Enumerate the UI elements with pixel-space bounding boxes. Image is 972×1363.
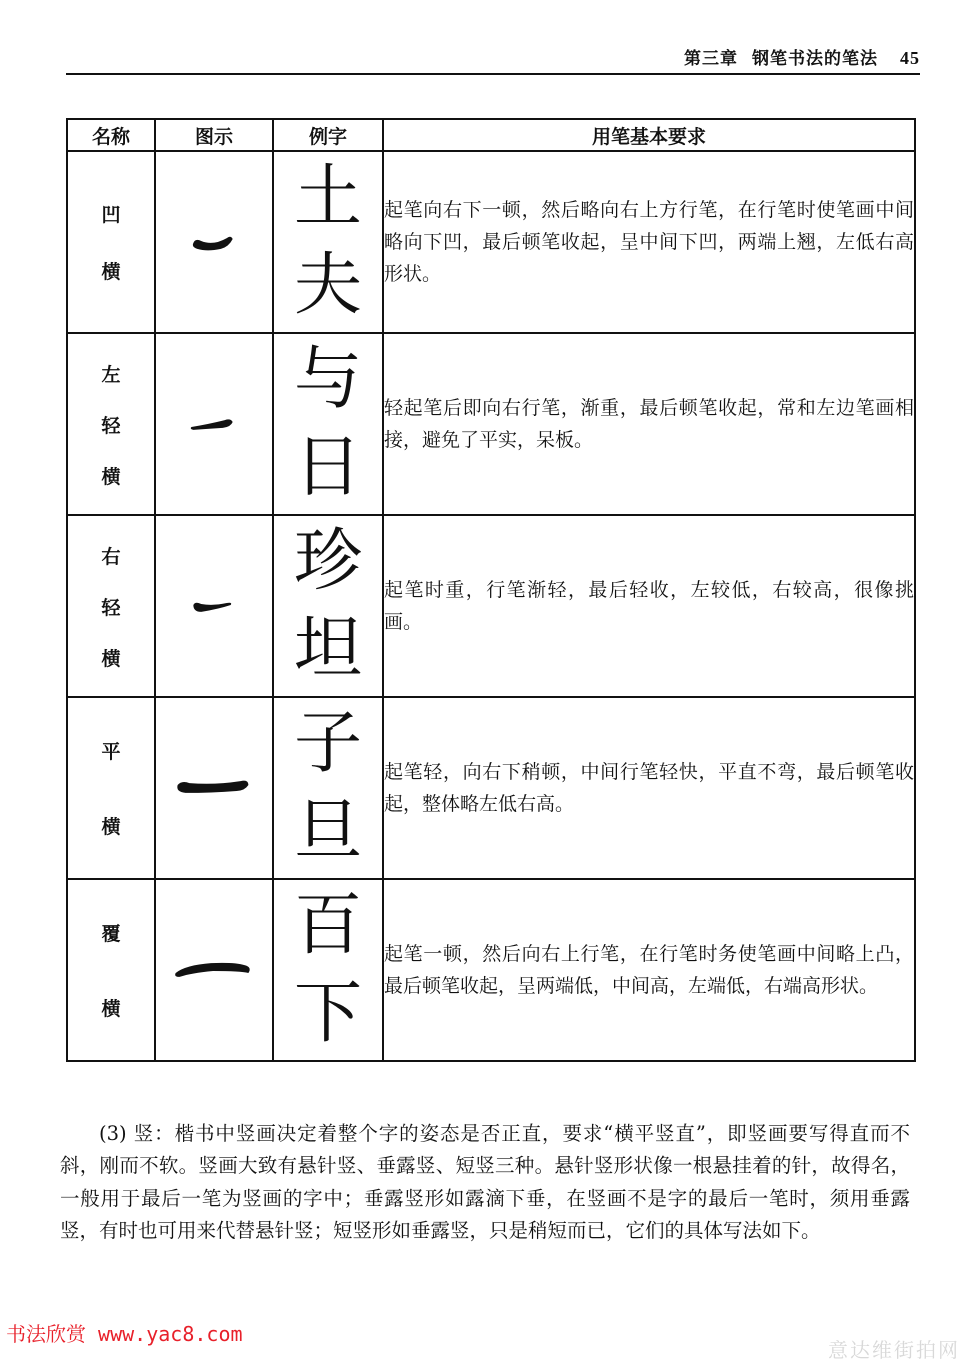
stroke-name-cell (67, 515, 155, 697)
section-title: 钢笔书法的笔法 (752, 49, 878, 69)
stroke-name-char: 左 (101, 363, 121, 386)
table-header-row (67, 119, 915, 151)
flat-horizontal-stroke-icon (156, 698, 272, 878)
stroke-name-char: 轻 (101, 414, 121, 437)
requirement-text: 起笔一顿，然后向右上行笔，在行笔时务使笔画中间略上凸，最后顿笔收起，呈两端低，中间高，左端低，右端高形状。 (383, 879, 915, 1061)
stroke-name-char: 横 (101, 647, 121, 670)
table-row (67, 515, 915, 697)
watermark-right: 意达维街拍网 (828, 1338, 960, 1362)
example-char: 珍 (293, 522, 362, 601)
stroke-name-char: 轻 (101, 596, 121, 619)
example-char: 坦 (293, 610, 362, 689)
example-cell (273, 333, 383, 515)
requirement-text: 起笔时重，行笔渐轻，最后轻收，左较低，右较高，很像挑画。 (383, 515, 915, 697)
stroke-name-char: 凹 (101, 204, 121, 226)
table-row (67, 333, 915, 515)
page-number: 45 (900, 48, 920, 68)
requirement-text: 起笔轻，向右下稍顿，中间行笔轻快，平直不弯，最后顿笔收起，整体略左低右高。 (383, 697, 915, 879)
stroke-figure-cell (155, 879, 273, 1061)
example-cell (273, 697, 383, 879)
convex-horizontal-stroke-icon (156, 880, 272, 1060)
stroke-name-char: 覆 (101, 923, 121, 945)
stroke-figure-cell (155, 697, 273, 879)
example-char: 百 (293, 886, 362, 965)
stroke-figure-cell (155, 151, 273, 333)
stroke-name-cell (67, 151, 155, 333)
stroke-name-char: 横 (101, 261, 121, 283)
example-cell (273, 879, 383, 1061)
stroke-name-cell (67, 333, 155, 515)
concave-horizontal-stroke-icon (156, 152, 272, 332)
watermark-left[interactable]: 书法欣赏 www.yac8.com (6, 1322, 243, 1346)
column-header-figure: 图示 (155, 119, 273, 151)
stroke-figure-cell (155, 515, 273, 697)
column-header-examples: 例字 (273, 119, 383, 151)
example-char: 下 (293, 974, 362, 1053)
column-header-name: 名称 (67, 119, 155, 151)
stroke-name-cell (67, 697, 155, 879)
stroke-name-char: 横 (101, 998, 121, 1020)
stroke-name-char: 右 (101, 545, 121, 568)
left-light-horizontal-stroke-icon (156, 334, 272, 514)
requirement-text: 轻起笔后即向右行笔，渐重，最后顿笔收起，常和左边笔画相接，避免了平实，呆板。 (383, 333, 915, 515)
example-cell (273, 515, 383, 697)
example-cell (273, 151, 383, 333)
body-paragraph: (3) 竖：楷书中竖画决定着整个字的姿态是否正直，要求“横平竖直”，即竖画要写得直而不斜，刚而不软。竖画大致有悬针竖、垂露竖、短竖三种。悬针竖形状像一根悬挂着的针，故得名，一般用于最后一笔为竖画的字中；垂露竖形如露滴下垂，在竖画不是字的最后一笔时，须用垂露竖，有时也可用来代替悬针竖；短竖形如垂露竖，只是稍短而已，它们的具体写法如下。 (60, 1121, 910, 1242)
table-row (67, 697, 915, 879)
column-header-requirement: 用笔基本要求 (383, 119, 915, 151)
example-char: 旦 (293, 792, 362, 871)
stroke-name-cell (67, 879, 155, 1061)
example-char: 日 (293, 428, 362, 507)
stroke-name-char: 横 (101, 816, 121, 838)
running-head (600, 44, 920, 74)
example-char: 子 (293, 704, 362, 783)
stroke-name-char: 横 (101, 465, 121, 488)
stroke-table (66, 118, 916, 1062)
stroke-name-char: 平 (101, 741, 121, 763)
table-row (67, 151, 915, 333)
example-char: 土 (293, 158, 362, 237)
table-row (67, 879, 915, 1061)
header-rule (66, 73, 920, 75)
example-char: 夫 (293, 246, 362, 325)
stroke-figure-cell (155, 333, 273, 515)
right-light-horizontal-stroke-icon (156, 516, 272, 696)
example-char: 与 (293, 340, 362, 419)
chapter-label: 第三章 (684, 49, 738, 69)
requirement-text: 起笔向右下一顿，然后略向右上方行笔，在行笔时使笔画中间略向下凹，最后顿笔收起，呈中间下凹，两端上翘，左低右高形状。 (383, 151, 915, 333)
